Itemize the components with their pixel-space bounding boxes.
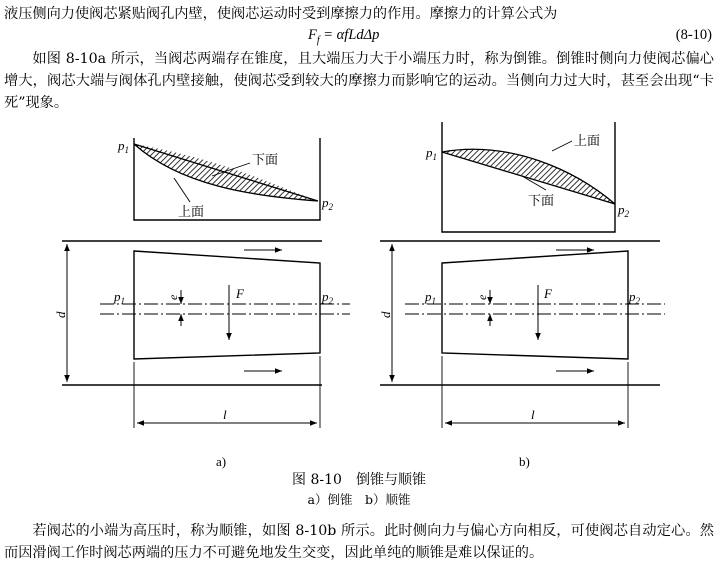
intro-line: 液压侧向力使阀芯紧贴阀孔内壁，使阀芯运动时受到摩擦力的作用。摩擦力的计算公式为 (4, 6, 558, 22)
panel-label-b: b) (519, 454, 530, 469)
label-f-a: F (236, 286, 244, 301)
label-e-a: e (166, 294, 180, 300)
label-upper-surface-a: 上面 (178, 205, 205, 220)
label-p1-a: $p_1$ (114, 289, 125, 306)
label-p2-top-b: $p_2$ (618, 202, 629, 219)
label-upper-surface-b: 上面 (574, 134, 601, 149)
label-p1-top-a: $p_1$ (118, 138, 129, 155)
label-l-b: l (531, 407, 535, 422)
label-d-b: d (378, 311, 393, 318)
label-lower-surface-b: 下面 (528, 194, 555, 209)
label-p2-b: $p_2$ (629, 289, 640, 306)
pressure-line-a (134, 144, 318, 201)
label-p1-b: $p_1$ (425, 289, 436, 306)
spool-a (134, 251, 320, 359)
label-p1-top-b: $p_1$ (426, 145, 437, 162)
panel-label-a: a) (216, 454, 227, 469)
figure-subcaption: a）倒锥 b）顺锥 (307, 492, 411, 507)
leader-upper-b (552, 141, 572, 151)
figure-caption: 图 8-10 倒锥与顺锥 (292, 472, 426, 488)
label-p2-a: $p_2$ (322, 289, 333, 306)
formula-number: (8-10) (675, 27, 712, 43)
panel-b (378, 122, 665, 469)
panel-a (53, 138, 350, 469)
label-f-b: F (544, 286, 552, 301)
label-e-b: e (475, 294, 489, 300)
label-lower-surface-a: 下面 (252, 153, 279, 168)
label-p2-top-a: $p_2$ (322, 195, 333, 212)
paragraph-forward-taper: 若阀芯的小端为高压时，称为顺锥，如图 8-10b 所示。此时侧向力与偏心方向相反，可使阀芯自动定心。然而因滑阀工作时阀芯两端的压力不可避免地发生交变，因此单纯的顺锥是难以保证的。 (4, 523, 714, 561)
formula-expression: $F_f = \alpha fLd\Delta p$ (308, 27, 380, 46)
spool-b (442, 251, 628, 359)
leader-upper-a (174, 178, 190, 202)
paragraph-reverse-taper: 如图 8-10a 所示，当阀芯两端存在锥度，且大端压力大于小端压力时，称为倒锥。倒锥时侧向力使阀芯偏心增大，阀芯大端与阀体孔内壁接触，使阀芯受到较大的摩擦力而影响它的运动。当侧向力过大时，甚至会出现“卡死”现象。 (4, 51, 714, 111)
label-d-a: d (53, 311, 68, 318)
label-l-a: l (223, 407, 227, 422)
